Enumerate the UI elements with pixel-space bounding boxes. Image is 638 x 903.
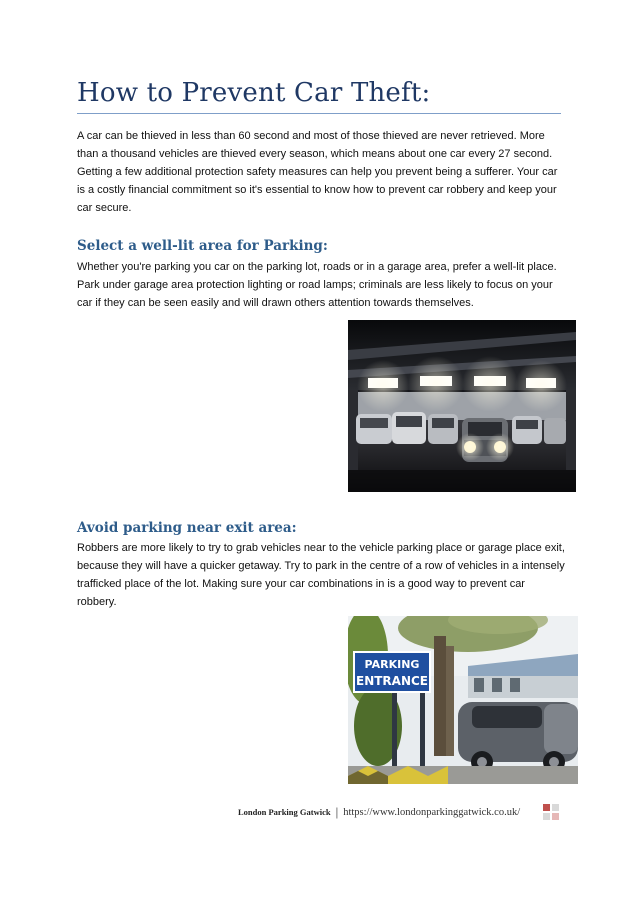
footer-separator: | <box>335 804 339 819</box>
exit-line: trafficked place of the lot. Making sure your car combinations in is a good way to prevent car <box>77 578 525 590</box>
garage-photo-icon <box>348 320 576 492</box>
title-underline <box>77 113 561 114</box>
footer-brand: London Parking Gatwick <box>238 807 331 817</box>
intro-paragraph <box>77 127 567 217</box>
lighting-line: car if they can be seen easily and will drawn others attention towards themselves. <box>77 297 474 309</box>
intro-line: Getting a few additional protection safety measures can help you prevent being a sufferer. Your car <box>77 166 558 178</box>
lighting-paragraph <box>77 258 567 312</box>
footer-url-link[interactable]: https://www.londonparkinggatwick.co.uk/ <box>343 806 521 818</box>
lighting-line: Whether you're parking you car on the parking lot, roads or in a garage area, prefer a well-lit place. <box>77 261 557 273</box>
intro-line: than a thousand vehicles are thieved every season, which means about one car every 27 second. <box>77 148 553 160</box>
page-footer <box>238 804 520 820</box>
section-heading-exit: Avoid parking near exit area: <box>77 520 297 536</box>
exit-paragraph <box>77 539 567 611</box>
intro-line: A car can be thieved in less than 60 second and most of those thieved are never retrieved. More <box>77 130 545 142</box>
intro-line: is a costly financial commitment so it's essential to know how to prevent car robbery and keep your <box>77 184 557 196</box>
exit-line: because they will have a quicker getaway. Try to park in the centre of a row of vehicles in a intensely <box>77 560 565 572</box>
parking-entrance-photo <box>348 616 578 784</box>
section-heading-lighting: Select a well-lit area for Parking: <box>77 238 328 254</box>
intro-line: car secure. <box>77 202 132 214</box>
parking-entrance-photo-icon <box>348 616 578 784</box>
footer-squares-icon <box>543 804 559 820</box>
exit-line: Robbers are more likely to try to grab vehicles near to the vehicle parking place or garage place exit, <box>77 542 565 554</box>
lighting-line: Park under garage area protection lighting or road lamps; criminals are less likely to focus on your <box>77 279 553 291</box>
sign-parking-text: PARKING <box>364 658 420 671</box>
page-title: How to Prevent Car Theft: <box>77 78 431 108</box>
garage-photo <box>348 320 576 492</box>
sign-entrance-text: ENTRANCE <box>356 674 428 688</box>
exit-line: robbery. <box>77 596 117 608</box>
